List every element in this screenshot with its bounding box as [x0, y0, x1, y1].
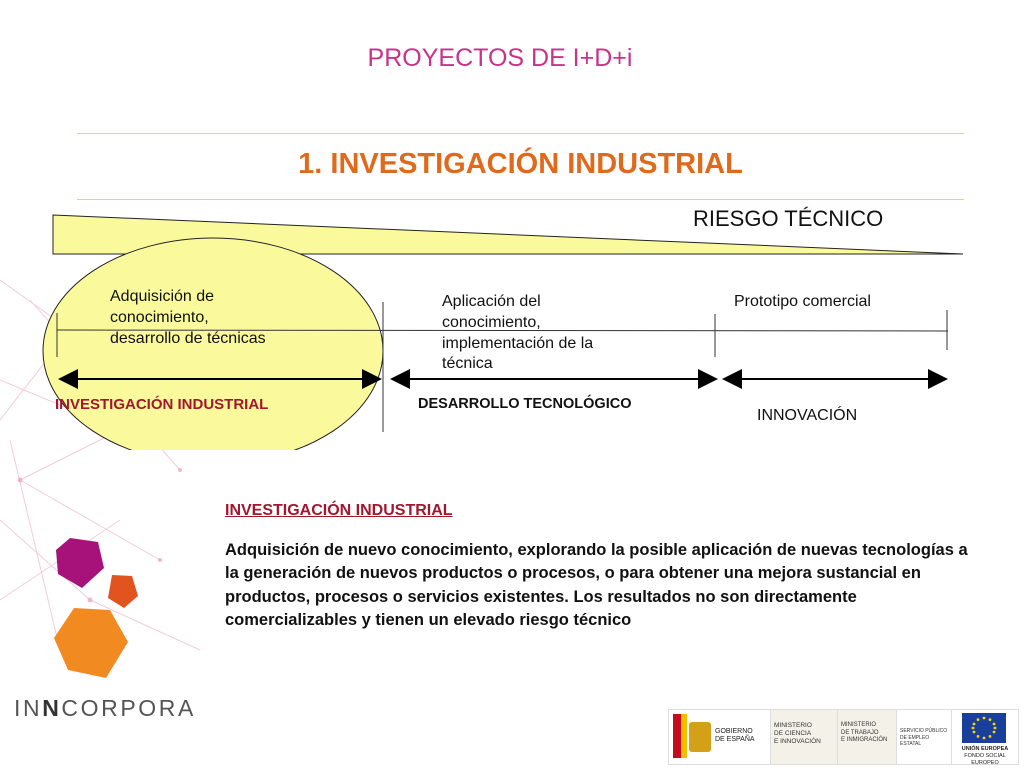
phase-2-label: DESARROLLO TECNOLÓGICO — [418, 396, 632, 412]
slide-title: PROYECTOS DE I+D+i — [367, 44, 633, 72]
union-europea-text — [954, 746, 1016, 767]
ministerio-trabajo-logo — [837, 709, 897, 765]
definition-heading: INVESTIGACIÓN INDUSTRIAL — [225, 502, 453, 519]
risk-label: RIESGO TÉCNICO — [693, 206, 884, 231]
ministerio-ciencia-text — [774, 722, 821, 746]
ministerio-ciencia-logo — [770, 709, 838, 765]
brand-name — [14, 695, 196, 722]
ciencia-line-3: E INNOVACIÓN — [774, 738, 821, 746]
gobierno-line-1: GOBIERNO — [715, 728, 753, 735]
gobierno-line-2: DE ESPAÑA — [715, 736, 755, 744]
phase-1-description — [110, 287, 266, 349]
phase-3-description — [734, 292, 871, 313]
ue-line-2: FONDO SOCIAL EUROPEO — [964, 753, 1006, 767]
flag-yellow-stripe — [681, 714, 687, 758]
phase-1-line-1: Adquisición de — [110, 288, 215, 305]
brand-name-prefix: IN — [14, 695, 43, 721]
empleo-line-1: SERVICIO PÚBLICO — [900, 728, 948, 734]
trabajo-line-1: MINISTERIO — [841, 722, 877, 728]
servicio-empleo-text — [900, 728, 951, 748]
ue-line-1: UNIÓN EUROPEA — [961, 746, 1009, 752]
coat-of-arms-icon — [689, 722, 711, 752]
section-title: 1. INVESTIGACIÓN INDUSTRIAL — [298, 148, 743, 180]
phase-2-line-2: conocimiento, — [442, 313, 541, 331]
servicio-empleo-logo — [896, 709, 952, 765]
gobierno-espana-logo — [668, 709, 772, 765]
ciencia-line-2: DE CIENCIA — [774, 730, 812, 738]
phase-2-line-1: Aplicación del — [442, 293, 541, 310]
flag-red-stripe — [673, 714, 681, 758]
definition-body: Adquisición de nuevo conocimiento, explorando la posible aplicación de nuevas tecnologías a la generación de nuevos productos o procesos, o para obtener una mejora sustancial en productos, procesos o servicios existentes. Los resultados no son directamente comercializables y tienen un elevado riesgo técnico — [225, 541, 968, 630]
phase-1-line-3: desarrollo de técnicas — [110, 329, 266, 347]
phase-1-line-2: conocimiento, — [110, 308, 209, 326]
phase-2-line-3: implementación de la — [442, 334, 594, 352]
gobierno-text — [715, 728, 755, 745]
brand-name-suffix: CORPORA — [61, 695, 196, 721]
trabajo-line-2: DE TRABAJO — [841, 729, 879, 736]
phase-2-description — [442, 292, 593, 375]
ministerio-trabajo-text — [841, 722, 887, 745]
brand-name-bold: N — [42, 695, 62, 721]
trabajo-line-3: E INMIGRACIÓN — [841, 737, 888, 743]
orange-small-pentagon-icon — [108, 575, 138, 608]
orange-large-pentagon-icon — [54, 608, 128, 678]
phase-1-label: INVESTIGACIÓN INDUSTRIAL — [55, 396, 269, 413]
phase-3-label: INNOVACIÓN — [757, 407, 858, 424]
phase-3-line-1: Prototipo comercial — [734, 293, 871, 310]
union-europea-logo — [951, 709, 1019, 765]
empleo-line-2: DE EMPLEO ESTATAL — [900, 734, 930, 747]
ciencia-line-1: MINISTERIO — [774, 722, 812, 729]
brand-logo-shapes — [40, 530, 150, 690]
magenta-pentagon-icon — [56, 538, 104, 588]
phase-2-line-4: técnica — [442, 355, 493, 373]
eu-flag-icon — [962, 713, 1006, 743]
